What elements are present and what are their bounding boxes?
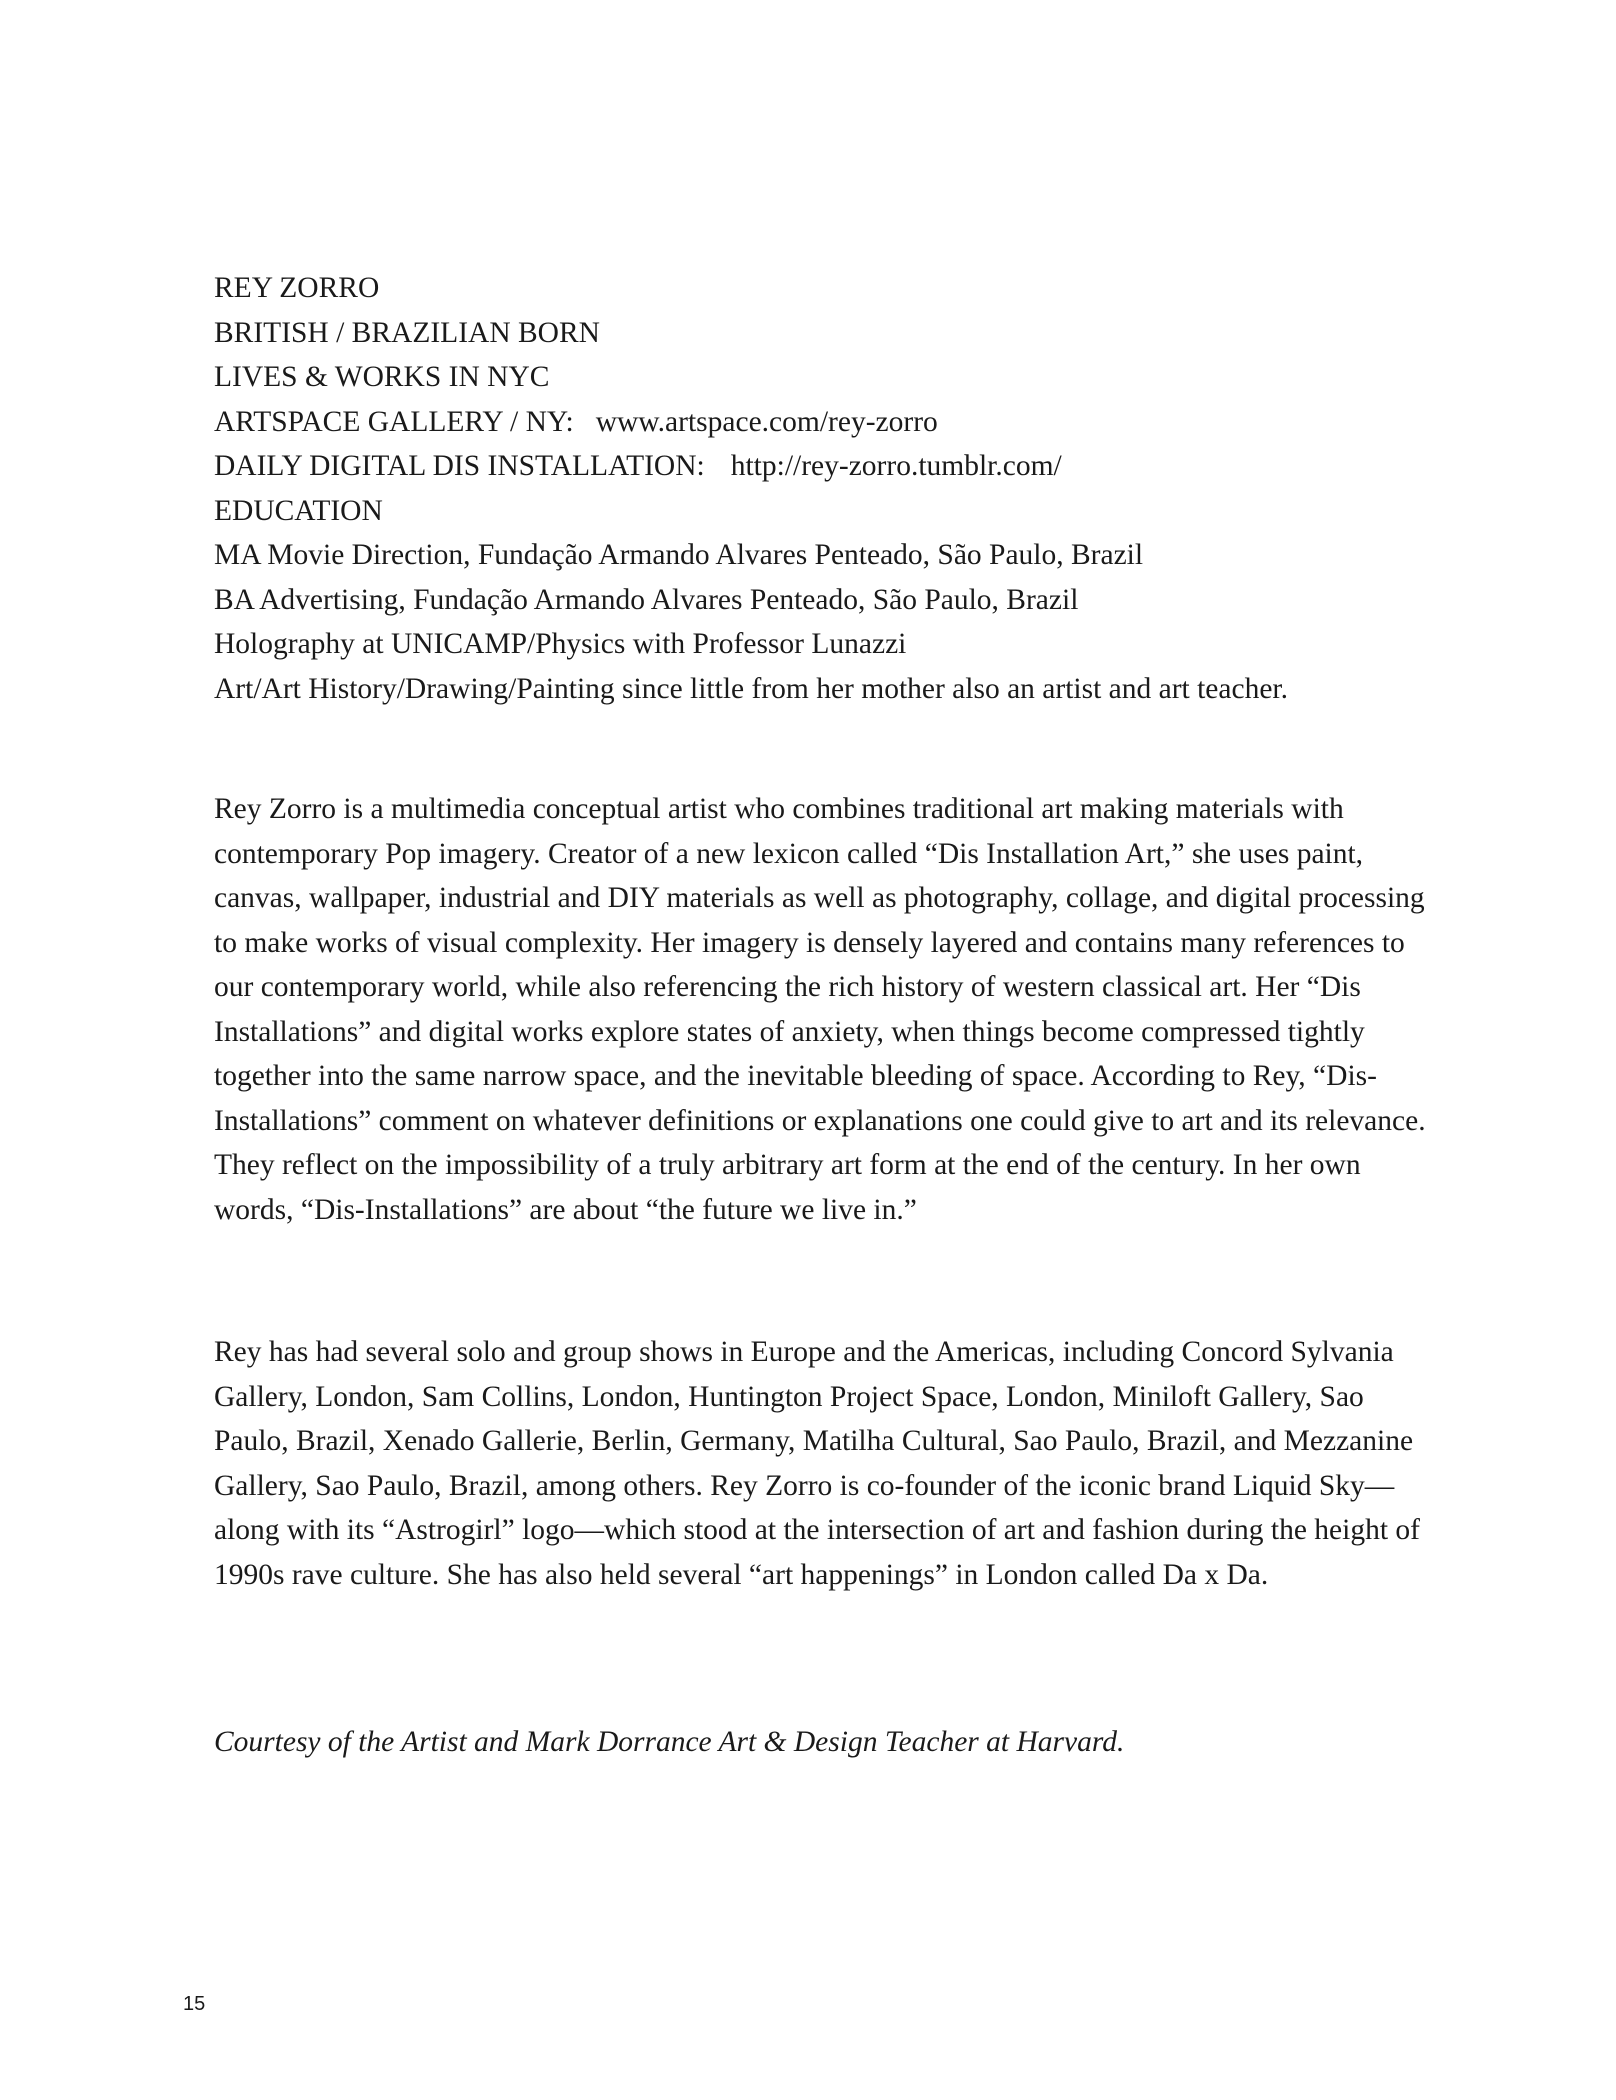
education-item: MA Movie Direction, Fundação Armando Alvares Penteado, São Paulo, Brazil [214, 539, 1144, 571]
bio-paragraph-2: Rey has had several solo and group shows in Europe and the Americas, including Concord Sylvania Gallery, London, Sam Collins, London, Huntington Project Space, London, Miniloft Gallery, Sao Paulo, Brazil, Xenado Gallerie, Berlin, Germany, Matilha Cultural, Sao Paulo, Brazil, and Mezzanine Gallery, Sao Paulo, Brazil, among others. Rey Zorro is co-founder of the iconic brand Liquid Sky—along with its “Astrogirl” logo—which stood at the intersection of art and fashion during the height of 1990s rave culture. She has also held several “art happenings” in London called Da x Da. [214, 1336, 1420, 1591]
credit-line: Courtesy of the Artist and Mark Dorrance Art & Design Teacher at Harvard. [214, 1726, 1125, 1758]
installation-url[interactable]: http://rey-zorro.tumblr.com/ [730, 450, 1062, 482]
gallery-line [214, 400, 1444, 445]
installation-line [214, 444, 1444, 489]
education-item: BA Advertising, Fundação Armando Alvares Penteado, São Paulo, Brazil [214, 583, 1079, 616]
page-number: 15 [183, 1993, 206, 2015]
artist-origin: BRITISH / BRAZILIAN BORN [214, 316, 600, 349]
gallery-label: ARTSPACE GALLERY / NY: [214, 405, 574, 438]
gallery-url[interactable]: www.artspace.com/rey-zorro [595, 405, 938, 438]
artist-name: REY ZORRO [214, 272, 380, 304]
bio-paragraph-1: Rey Zorro is a multimedia conceptual artist who combines traditional art making materials with contemporary Pop imagery. Creator of a new lexicon called “Dis Installation Art,” she uses paint, canvas, wallpaper, industrial and DIY materials as well as photography, collage, and digital processing to make works of visual complexity. Her imagery is densely layered and contains many references to our contemporary world, while also referencing the rich history of western classical art. Her “Dis Installations” and digital works explore states of anxiety, when things become compressed tightly together into the same narrow space, and the inevitable bleeding of space. According to Rey, “Dis-Installations” comment on whatever definitions or explanations one could give to art and its relevance. They reflect on the impossibility of a truly arbitrary art form at the end of the century. In her own words, “Dis-Installations” are about “the future we live in.” [214, 793, 1426, 1226]
installation-label: DAILY DIGITAL DIS INSTALLATION: [214, 450, 705, 482]
artist-info-block [214, 266, 1444, 711]
education-item: Art/Art History/Drawing/Painting since little from her mother also an artist and art teacher. [214, 672, 1288, 705]
artist-residence: LIVES & WORKS IN NYC [214, 361, 550, 393]
education-heading: EDUCATION [214, 494, 383, 527]
education-item: Holography at UNICAMP/Physics with Professor Lunazzi [214, 628, 907, 660]
